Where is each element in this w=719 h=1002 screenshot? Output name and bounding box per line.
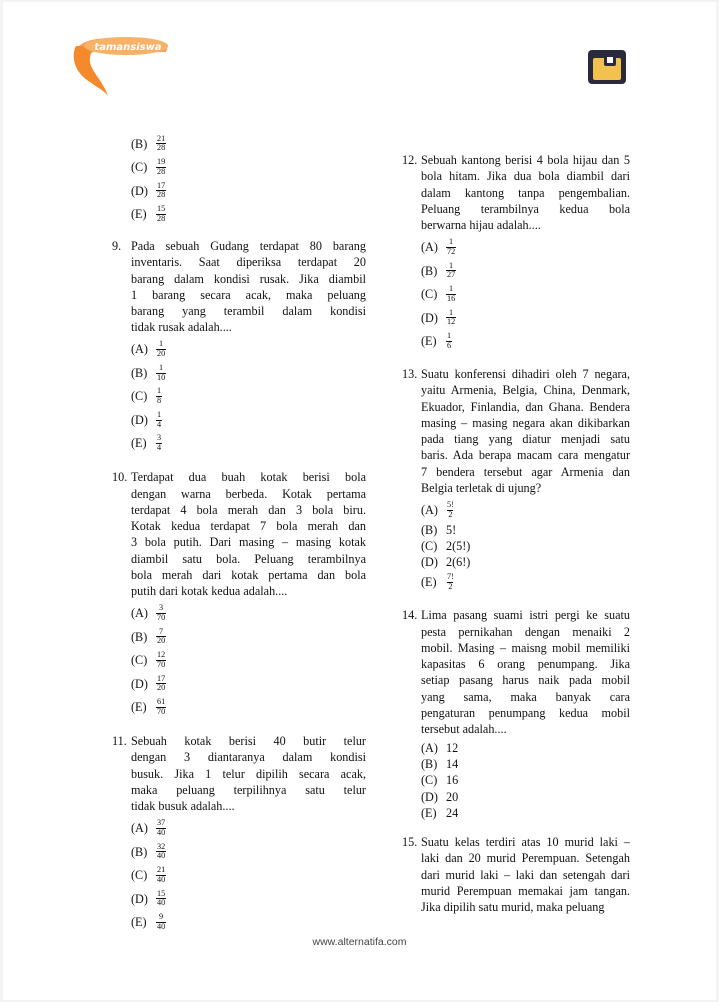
fraction <box>156 340 166 358</box>
answer-options <box>402 498 630 594</box>
option-label: (E) <box>131 436 147 451</box>
logo-text: tamansiswa <box>94 42 162 53</box>
question-stem <box>402 366 630 496</box>
option-value: 2(5!) <box>446 539 471 554</box>
option: (B) $\frac{21}{28}$ <box>131 133 166 153</box>
answer-option <box>421 554 630 570</box>
numerator: 7 <box>159 626 164 636</box>
fraction <box>156 628 166 646</box>
option-label: (C) <box>421 773 438 788</box>
question-15 <box>402 834 630 915</box>
option-label: (D) <box>421 789 438 804</box>
denominator: 70 <box>157 612 166 622</box>
question-11 <box>112 733 366 934</box>
question-stem <box>112 469 366 599</box>
question-9 <box>112 238 366 455</box>
stem-line: inventaris. Saat diperiksa terdapat 20 <box>131 255 366 270</box>
option-label: (E) <box>421 575 437 590</box>
option-label: (A) <box>131 342 148 357</box>
stem-line: yaitu Armenia, Belgia, China, Denmark, <box>421 383 630 398</box>
answer-option <box>131 864 366 888</box>
answer-option <box>421 538 630 554</box>
stem-line: terdapat 4 bola merah dan 3 bola biru. <box>131 502 366 517</box>
stem-line: laki dan 20 murid Perempuan. Setengah <box>421 851 630 866</box>
option-label: (E) <box>131 700 147 715</box>
question-number: 12. <box>402 153 418 167</box>
question-13 <box>402 366 630 594</box>
right-column <box>402 152 630 916</box>
option-value: 24 <box>446 805 459 820</box>
stem-line: berwarna hijau adalah.... <box>421 218 541 233</box>
numerator: 3 <box>157 433 162 443</box>
answer-options <box>402 740 630 821</box>
question-number: 13. <box>402 366 418 381</box>
stem-line: pada tiang yang diatur menjadi satu <box>421 432 630 447</box>
answer-option <box>421 235 630 259</box>
numerator: 1 <box>157 409 162 419</box>
stem-line: Suatu konferensi dihadiri oleh 7 negara, <box>421 366 630 381</box>
denominator: 8 <box>157 396 162 406</box>
left-column <box>112 132 366 934</box>
numerator: 1 <box>449 260 454 270</box>
option-label: (D) <box>131 676 148 691</box>
fraction <box>156 364 166 382</box>
fraction <box>446 262 456 280</box>
denominator: 27 <box>447 270 456 280</box>
numerator: 21 <box>157 865 166 875</box>
question-number: 10. <box>112 470 128 485</box>
fraction <box>446 573 455 591</box>
stem-line: dengan warna berbeda. Kotak pertama <box>131 486 366 501</box>
fraction <box>156 434 162 452</box>
left-questions <box>112 238 366 934</box>
option-label: (D) <box>421 555 438 570</box>
stem-line: setiap pasang harus naik pada mobil <box>421 673 630 688</box>
numerator: 7! <box>447 572 454 582</box>
numerator: 17 <box>157 673 166 683</box>
numerator: 1 <box>449 237 454 247</box>
previous-question-options <box>112 132 366 226</box>
answer-option <box>131 408 366 432</box>
answer-option <box>131 338 366 362</box>
option-label: (D) <box>131 891 148 906</box>
denominator: 40 <box>157 851 166 861</box>
denominator: 72 <box>447 246 456 256</box>
numerator: 9 <box>159 912 164 922</box>
fraction <box>156 890 166 908</box>
footer-url: www.alternatifa.com <box>312 936 407 948</box>
question-stem <box>112 733 366 814</box>
denominator: 20 <box>157 636 166 646</box>
option-label: (E) <box>421 334 437 349</box>
answer-options <box>112 817 366 935</box>
option-label: (A) <box>421 740 438 755</box>
fraction <box>446 285 456 303</box>
stem-line: Sebuah kotak berisi 40 butir telur <box>131 734 366 749</box>
answer-option <box>421 805 630 821</box>
answer-option <box>131 602 366 626</box>
question-14 <box>402 607 630 821</box>
numerator: 37 <box>157 818 166 828</box>
fraction: $\frac{21}{28}$ <box>157 133 166 153</box>
option: (D) $\frac{17}{28}$ <box>131 180 166 200</box>
fraction <box>156 698 166 716</box>
stem-line: pesta pernikahan dengan menaiki 2 <box>421 624 630 639</box>
answer-option <box>131 887 366 911</box>
answer-options <box>112 338 366 456</box>
stem-line: Sebuah kantong berisi 4 bola hijau dan 5 <box>421 153 630 167</box>
answer-option <box>421 259 630 283</box>
stem-line: tersebut adalah.... <box>421 722 507 737</box>
stem-line: baris. Ada berapa macam cara mengatur <box>421 448 630 463</box>
option-value: 2(6!) <box>446 555 471 570</box>
denominator: 12 <box>447 317 456 327</box>
numerator: 1 <box>159 362 164 372</box>
option-label: (B) <box>421 263 438 278</box>
denominator: 2 <box>448 509 453 519</box>
answer-option <box>421 329 630 353</box>
stem-line: tidak busuk adalah.... <box>131 799 235 814</box>
answer-option <box>131 840 366 864</box>
answer-option <box>131 385 366 409</box>
question-stem <box>112 238 366 336</box>
stem-line: barang yang terambil dalam kondisi <box>131 304 366 319</box>
stem-line: Lima pasang suami istri pergi ke suatu <box>421 608 630 623</box>
numerator: 12 <box>157 650 166 660</box>
denominator: 70 <box>157 659 166 669</box>
question-stem <box>402 834 630 915</box>
fraction <box>156 913 166 931</box>
stem-line: maka peluang terpilihnya satu telur <box>131 783 366 798</box>
stem-line: yang sama, maka banyak cara <box>421 689 630 704</box>
stem-line: Jika dipilih satu murid, maka peluang <box>421 900 605 915</box>
denominator: 40 <box>157 874 166 884</box>
answer-option <box>131 361 366 385</box>
option: (C) $\frac{19}{28}$ <box>131 157 166 176</box>
answer-option <box>421 522 630 538</box>
stem-line: murid Perempuan memakai jam tangan. <box>421 884 630 898</box>
numerator: 32 <box>157 841 166 851</box>
stem-line: Kotak kedua terdapat 7 bola merah dan <box>131 519 366 534</box>
question-stem <box>402 152 630 233</box>
fraction <box>446 332 452 350</box>
numerator: 1 <box>447 331 452 341</box>
denominator: 4 <box>157 419 162 429</box>
stem-line: mobil. Masing – maisng mobil memiliki <box>421 640 630 655</box>
numerator: 15 <box>157 888 166 898</box>
stem-line: 1 barang secara acak, maka peluang <box>131 287 366 302</box>
option-value: 14 <box>446 756 459 771</box>
tamansiswa-logo <box>70 32 170 97</box>
fraction: $\frac{15}{28}$ <box>157 204 166 223</box>
fraction <box>156 866 166 884</box>
answer-option <box>421 740 630 756</box>
fraction <box>156 651 166 669</box>
answer-option <box>421 571 630 595</box>
question-number: 14. <box>402 608 418 623</box>
numerator: 3 <box>159 603 164 613</box>
denominator: 16 <box>447 293 456 303</box>
stem-line: masing – masing negara akan dikibarkan <box>421 415 630 430</box>
option-label: (D) <box>131 412 148 427</box>
stem-line: bola merah dari kotak pertama dan bola <box>131 568 366 583</box>
stem-line: barang dalam kondisi rusak. Jika diambil <box>131 271 366 286</box>
option-label: (E) <box>131 915 147 930</box>
option-label: (A) <box>131 821 148 836</box>
answer-option <box>131 911 366 935</box>
option-label: (B) <box>421 522 438 537</box>
stem-line: Ekuador, Finlandia, dan Ghana. Bendera <box>421 399 630 414</box>
option-label: (B) <box>131 365 148 380</box>
option-label: (C) <box>131 389 148 404</box>
stem-line: bola hitam. Jika dua bola diambil dari <box>421 169 630 184</box>
option-value: 16 <box>446 773 459 788</box>
stem-line: 7 bendera tersebut agar Armenia dan <box>421 464 630 479</box>
stem-line: putih dari kotak kedua adalah.... <box>131 584 288 599</box>
stem-line: dengan 3 diantaranya dalam kondisi <box>131 750 366 765</box>
stem-line: dari murid laki – laki dan setengah dari <box>421 867 630 882</box>
option-label: (A) <box>131 606 148 621</box>
denominator: 70 <box>157 706 166 716</box>
fraction: $\frac{17}{28}$ <box>157 180 166 200</box>
fraction <box>156 675 166 693</box>
stem-line: busuk. Jika 1 telur dipilih secara acak, <box>131 766 366 781</box>
option: (E) $\frac{15}{28}$ <box>131 204 166 223</box>
stem-line: diambil satu bola. Peluang terambilnya <box>131 551 366 566</box>
answer-option <box>131 672 366 696</box>
option-label: (B) <box>421 756 438 771</box>
option-label: (C) <box>421 539 438 554</box>
numerator: 1 <box>449 307 454 317</box>
option-value: 12 <box>446 740 459 755</box>
numerator: 1 <box>159 339 164 349</box>
answer-option <box>131 432 366 456</box>
denominator: 4 <box>157 443 162 453</box>
answer-option <box>421 282 630 306</box>
answer-option <box>131 649 366 673</box>
fraction <box>156 819 166 837</box>
option-label: (E) <box>421 805 437 820</box>
question-stem <box>402 607 630 737</box>
numerator: 61 <box>157 697 166 707</box>
option-label: (B) <box>131 844 148 859</box>
fraction <box>156 411 162 429</box>
question-number: 9. <box>112 239 122 253</box>
question-number: 11. <box>112 734 127 749</box>
option-value: 20 <box>446 789 459 804</box>
stem-line: 3 bola putih. Dari masing – masing kotak <box>131 535 366 550</box>
numerator: 1 <box>449 284 454 294</box>
numerator: 5! <box>447 500 454 510</box>
answer-option <box>131 625 366 649</box>
fraction <box>446 238 456 256</box>
stem-line: Suatu kelas terdiri atas 10 murid laki – <box>421 835 630 850</box>
stem-line: Terdapat dua buah kotak berisi bola <box>131 470 366 485</box>
option-label: (C) <box>421 287 438 302</box>
option-value: 5! <box>446 522 457 537</box>
fraction: $\frac{19}{28}$ <box>157 157 166 176</box>
denominator: 40 <box>157 827 166 837</box>
question-number: 15. <box>402 835 418 850</box>
answer-option <box>421 306 630 330</box>
answer-option <box>421 756 630 772</box>
book-icon <box>586 48 628 86</box>
stem-line: Belgia terletak di ujung? <box>421 481 542 496</box>
option-label: (A) <box>421 502 438 517</box>
denominator: 20 <box>157 349 166 359</box>
fraction <box>446 501 455 519</box>
fraction <box>446 309 456 327</box>
option-label: (C) <box>131 653 148 668</box>
answer-options <box>112 602 366 720</box>
denominator: 6 <box>447 340 452 350</box>
option-label: (A) <box>421 240 438 255</box>
option-label: (C) <box>131 868 148 883</box>
stem-line: kapasitas 6 orang penumpang. Jika <box>421 657 630 672</box>
denominator: 20 <box>157 683 166 693</box>
stem-line: Pada sebuah Gudang terdapat 80 barang <box>131 239 366 253</box>
denominator: 2 <box>448 582 453 591</box>
stem-line: pengaturan penumpang kedua mobil <box>421 706 630 721</box>
answer-option <box>421 789 630 805</box>
question-12 <box>402 152 630 353</box>
stem-line: tidak rusak adalah.... <box>131 320 232 335</box>
answer-options <box>402 235 630 353</box>
denominator: 40 <box>157 898 166 908</box>
fraction <box>156 604 166 622</box>
stem-line: dalam kantong tanpa pengembalian. <box>421 185 630 200</box>
answer-option <box>131 696 366 720</box>
numerator: 1 <box>157 386 162 396</box>
fraction <box>156 843 166 861</box>
option-label: (B) <box>131 629 148 644</box>
question-10 <box>112 469 366 719</box>
denominator: 10 <box>157 372 166 382</box>
stem-line: Peluang terambilnya kedua bola <box>421 201 630 216</box>
answer-option <box>421 498 630 522</box>
answer-option <box>131 817 366 841</box>
denominator: 40 <box>157 921 166 931</box>
option-label: (D) <box>421 310 438 325</box>
fraction <box>156 387 162 405</box>
answer-option <box>421 772 630 788</box>
